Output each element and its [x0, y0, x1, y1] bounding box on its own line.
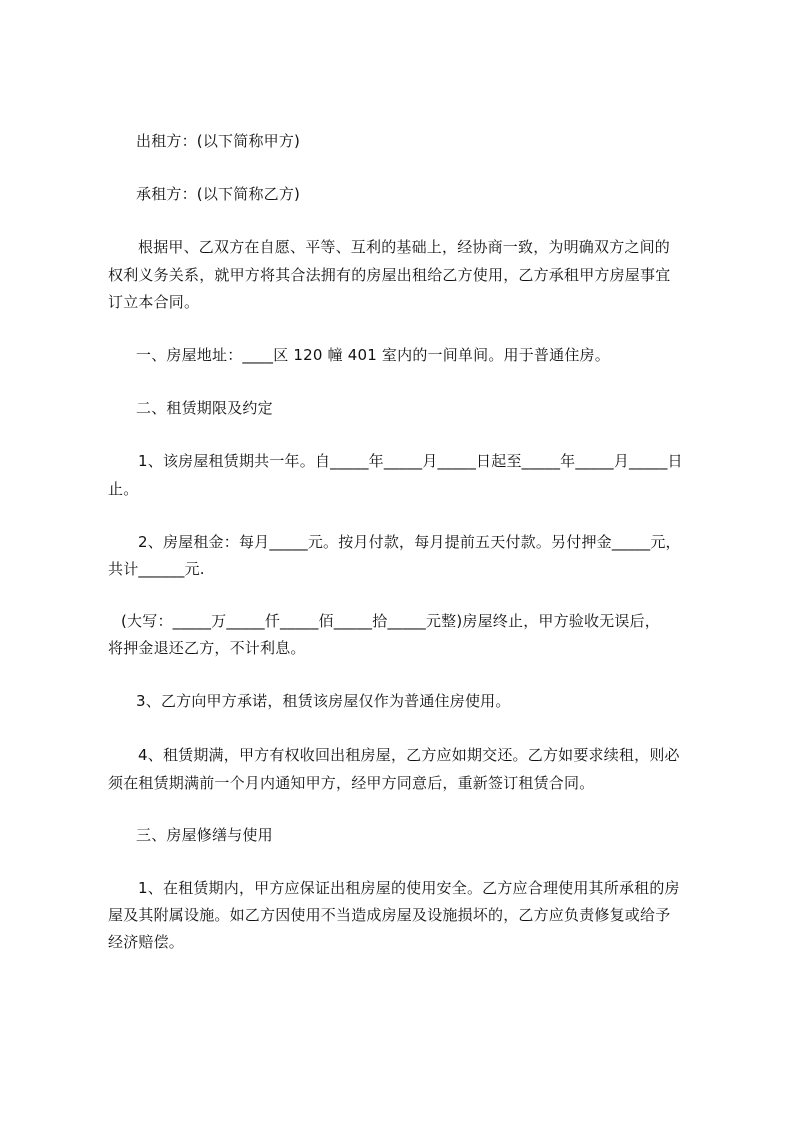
clause-2-4-line-1: 4、租赁期满，甲方有权收回出租房屋，乙方应如期交还。乙方如要求续租，则必 [138, 746, 680, 764]
clause-2-2-capital-line-1: (大写：_____万_____仟_____佰_____拾_____元整)房屋终止，甲方验收无误后， [121, 612, 661, 630]
clause-2-1-line-2: 止。 [108, 480, 139, 498]
clause-3-1-line-3: 经济赔偿。 [108, 933, 185, 951]
clause-2-3: 3、乙方向甲方承诺，租赁该房屋仅作为普通住房使用。 [136, 692, 511, 710]
clause-3-1-line-2: 屋及其附属设施。如乙方因使用不当造成房屋及设施损坏的，乙方应负责修复或给予 [108, 906, 671, 924]
section-1-address: 一、房屋地址：____区 120 幢 401 室内的一间单间。用于普通住房。 [136, 346, 610, 364]
section-2-title: 二、租赁期限及约定 [136, 399, 273, 417]
clause-2-2-capital-line-2: 将押金退还乙方，不计利息。 [108, 639, 306, 657]
clause-2-4-line-2: 须在租赁期满前一个月内通知甲方，经甲方同意后，重新签订租赁合同。 [108, 774, 595, 792]
clause-2-2-line-2: 共计______元. [108, 560, 205, 578]
preamble-line-3: 订立本合同。 [108, 293, 200, 311]
section-3-title: 三、房屋修缮与使用 [136, 826, 273, 844]
preamble-line-2: 权利义务关系，就甲方将其合法拥有的房屋出租给乙方使用，乙方承租甲方房屋事宜 [108, 266, 671, 284]
clause-2-1-line-1: 1、该房屋租赁期共一年。自_____年_____月_____日起至_____年_____月_____日 [138, 452, 683, 470]
lessee-line: 承租方：(以下简称乙方) [136, 185, 301, 203]
lessor-line: 出租方：(以下简称甲方) [136, 132, 301, 150]
clause-3-1-line-1: 1、在租赁期内，甲方应保证出租房屋的使用安全。乙方应合理使用其所承租的房 [138, 879, 680, 897]
preamble-line-1: 根据甲、乙双方在自愿、平等、互利的基础上，经协商一致，为明确双方之间的 [138, 238, 671, 256]
clause-2-2-line-1: 2、房屋租金：每月_____元。按月付款，每月提前五天付款。另付押金_____元， [138, 533, 681, 551]
